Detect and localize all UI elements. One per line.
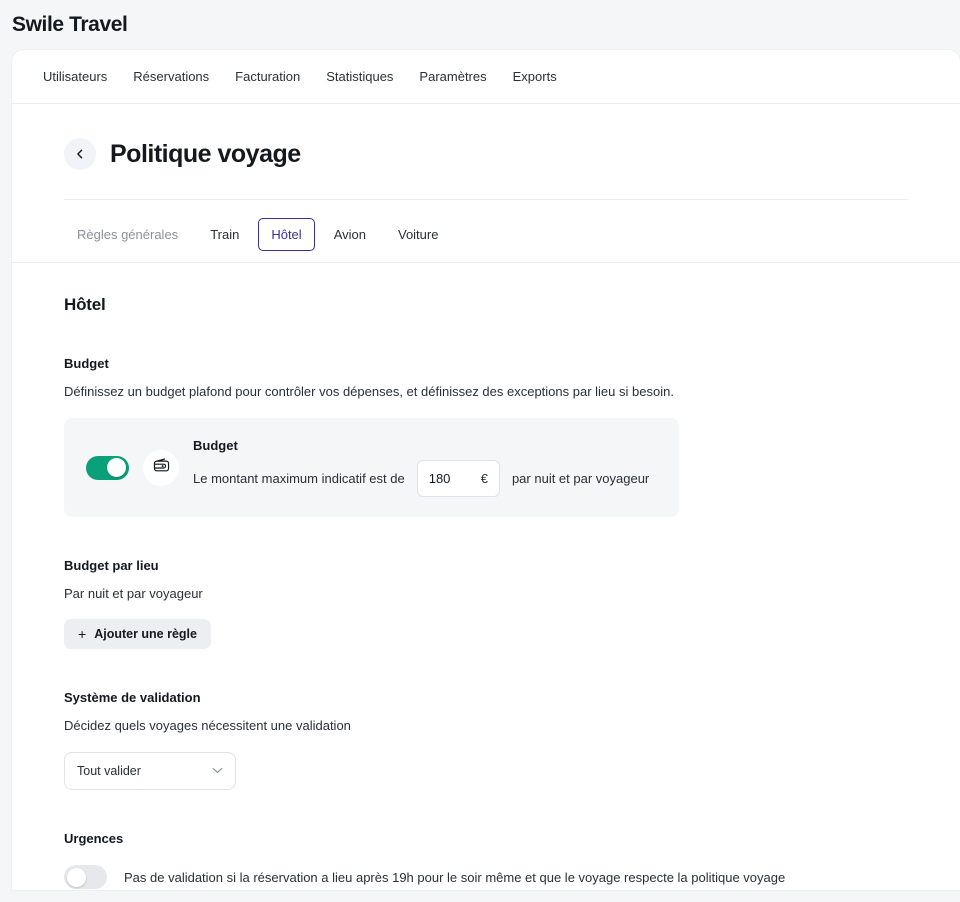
nav-item-statistiques[interactable]: Statistiques <box>326 69 394 84</box>
budget-amount-field[interactable] <box>417 460 500 497</box>
add-rule-button[interactable] <box>64 619 211 649</box>
page-title: Politique voyage <box>110 139 301 168</box>
brand-title: Swile Travel <box>12 13 128 36</box>
nav-item-facturation[interactable]: Facturation <box>235 69 301 84</box>
tab-train[interactable]: Train <box>197 218 252 251</box>
sub-tabs <box>12 200 960 251</box>
validation-select-value: Tout valider <box>77 764 141 778</box>
budget-amount-line <box>193 460 649 497</box>
nav-item-reservations[interactable]: Réservations <box>133 69 210 84</box>
chevron-left-icon <box>73 147 87 161</box>
budget-suffix-text: par nuit et par voyageur <box>511 471 650 486</box>
nav-item-exports[interactable]: Exports <box>512 69 557 84</box>
subtabs-divider <box>12 262 960 263</box>
budget-label: Budget <box>64 356 109 371</box>
validation-description: Décidez quels voyages nécessitent une validation <box>64 718 351 733</box>
currency-symbol: € <box>480 471 488 486</box>
title-row <box>64 138 908 170</box>
wallet-icon <box>152 456 171 480</box>
urgences-description: Pas de validation si la réservation a lieu après 19h pour le soir même et que le voyage respecte la politique voyage <box>124 869 786 885</box>
budget-card <box>64 418 679 517</box>
urgences-row <box>64 865 908 889</box>
urgences-label: Urgences <box>64 831 124 846</box>
budget-par-lieu-description: Par nuit et par voyageur <box>64 586 203 601</box>
top-navigation <box>12 50 960 104</box>
bottom-spacer <box>64 889 908 890</box>
nav-item-parametres[interactable]: Paramètres <box>419 69 487 84</box>
budget-toggle[interactable] <box>86 456 129 480</box>
validation-select[interactable] <box>64 752 236 790</box>
urgences-toggle[interactable] <box>64 865 107 889</box>
tab-voiture[interactable]: Voiture <box>385 218 451 251</box>
plus-icon: + <box>78 626 87 642</box>
chevron-down-icon <box>212 766 223 777</box>
toggle-knob <box>107 458 126 477</box>
budget-card-title: Budget <box>193 438 238 453</box>
page-header <box>12 104 960 200</box>
tab-hotel[interactable]: Hôtel <box>258 218 314 251</box>
wallet-icon-container <box>143 450 179 486</box>
validation-label: Système de validation <box>64 690 201 705</box>
budget-par-lieu-label: Budget par lieu <box>64 558 159 573</box>
tab-regles-generales[interactable]: Règles générales <box>64 218 191 251</box>
toggle-knob <box>67 868 86 887</box>
section-title: Hôtel <box>64 295 106 314</box>
main-panel <box>12 50 960 890</box>
nav-item-utilisateurs[interactable]: Utilisateurs <box>43 69 108 84</box>
budget-prefix-text: Le montant maximum indicatif est de <box>193 471 405 486</box>
brand-bar <box>0 0 960 50</box>
add-rule-label: Ajouter une règle <box>94 627 197 641</box>
tab-avion[interactable]: Avion <box>321 218 379 251</box>
content-area <box>12 295 960 890</box>
budget-description: Définissez un budget plafond pour contrôler vos dépenses, et définissez des exceptions par lieu si besoin. <box>64 384 674 399</box>
budget-amount-input[interactable] <box>429 471 463 486</box>
budget-card-texts <box>193 438 649 497</box>
back-button[interactable] <box>64 138 96 170</box>
